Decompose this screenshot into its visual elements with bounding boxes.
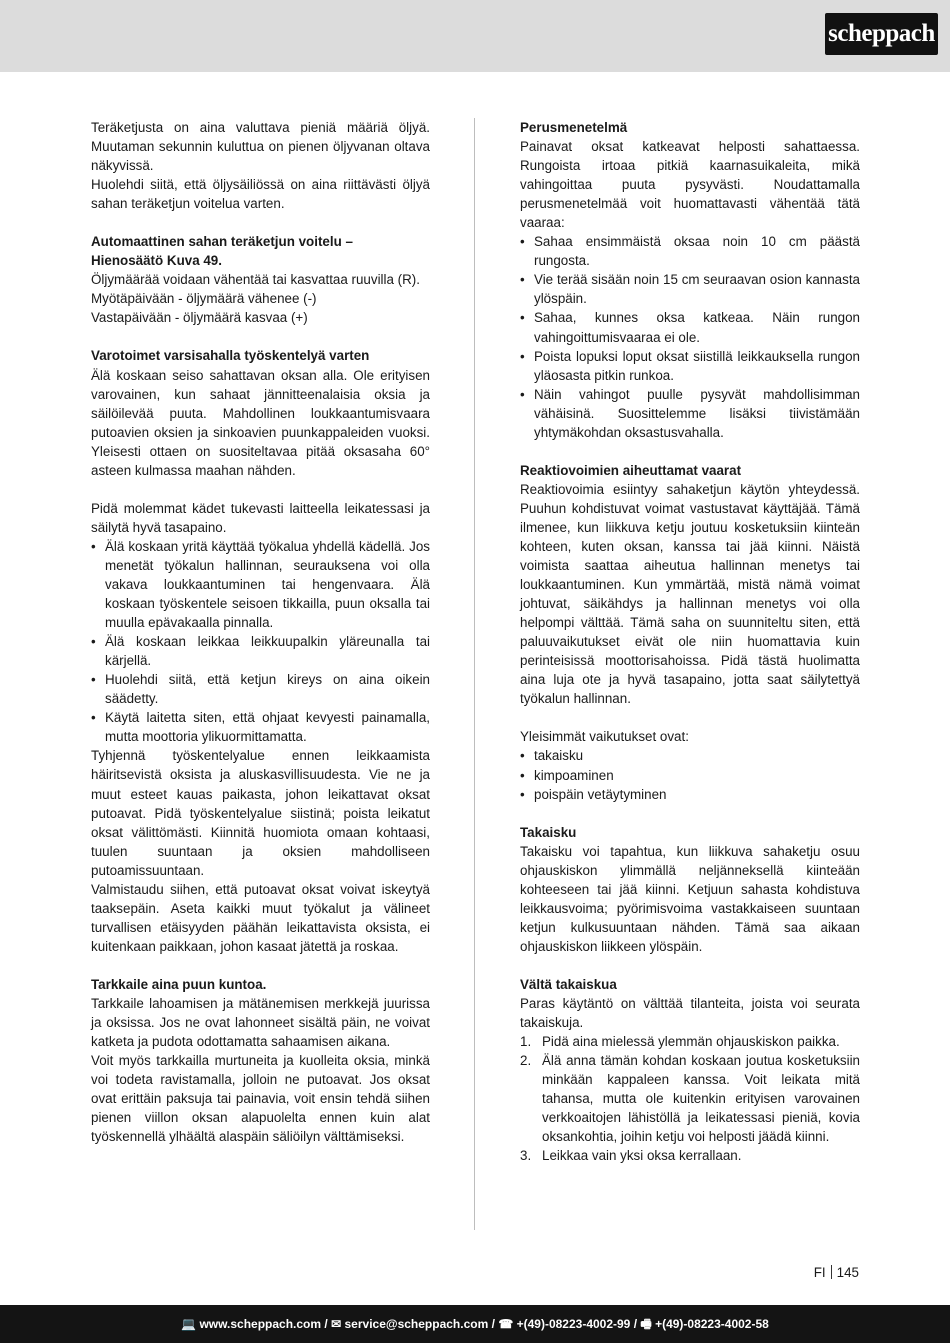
separator: /: [324, 1317, 328, 1331]
paragraph: Tarkkaile lahoamisen ja mätänemisen merkkejä juurissa ja oksissa. Jos ne ovat lahonneet sisältä päin, ne voivat katketa ja pudota odottamatta sahaamisen aikana.: [91, 995, 430, 1050]
paragraph: Myötäpäivään - öljymäärä vähenee (-): [91, 291, 317, 307]
section-heading: Reaktiovoimien aiheuttamat vaarat: [520, 462, 742, 478]
paragraph: Tyhjennä työskentelyalue ennen leikkaamista häiritsevistä oksista ja aluskasvillisuudesta. Vie ne ja muut esteet kauas paikasta, johon leikattavat oksat putoavat. Pidä työskentelyalue siistinä; poista leikatut oksat välittömästi. Kiinnitä huomiota omaan kohtaasi, tuulen suuntaan ja oksien mahdolliseen putoamissuuntaan.: [91, 748, 430, 878]
list-item: • Älä koskaan yritä käyttää työkalua yhdellä kädellä. Jos menetät työkalun hallinnan, seurauksena voi olla vakava loukkaantuminen tai hengenvaara. Älä koskaan työskentele seisoen tikkailla, puun oksalla tai muulla epävakaalla pinnalla.: [91, 538, 430, 631]
paragraph: Painavat oksat katkeavat helposti sahattaessa. Rungoista irtoaa pitkiä kaarnasuikaleita, mikä vahingoittaa puuta pysyvästi. Noudattamalla perusmenetelmää voit huomattavasti vähentää tätä vaaraa:: [520, 139, 860, 231]
separator: /: [633, 1317, 638, 1331]
list-item: • poispäin vetäytyminen: [520, 786, 667, 802]
bullet-list: [520, 232, 860, 442]
paragraph: Yleisimmät vaikutukset ovat:: [520, 729, 689, 745]
left-column: [91, 118, 430, 1146]
paragraph: Älä koskaan seiso sahattavan oksan alla. Ole erityisen varovainen, kun sahaat jännitteenalaisia oksia ja säilöilevää puuta. Mahdollinen loukkaantumisvaara putoavien oksien ja sinkoavien puunkappaleiden vuoksi. Yleisesti ottaen on suositeltavaa pitää oksasaha 60° asteen kulmassa maahan nähden.: [91, 367, 430, 478]
list-item: • Käytä laitetta siten, että ohjaat kevyesti painamalla, mutta moottoria ylikuormittamatta.: [91, 710, 430, 745]
section-heading: Tarkkaile aina puun kuntoa.: [91, 976, 267, 992]
section-heading: Hienosäätö Kuva 49.: [91, 253, 222, 269]
paragraph: Takaisku voi tapahtua, kun liikkuva sahaketju osuu ohjauskiskon ylimmällä neljänneksellä kiinteään kohteeseen tai jää kiinni. Ketjuun sahasta kohdistuva leikkausvoima; pyörimisvoima vastakkaiseen suuntaan ketjun kulkusuuntaan nähden. Tämä saa aikaan ohjauskiskon liikkeen ylöspäin.: [520, 843, 860, 954]
paragraph: Vastapäivään - öljymäärä kasvaa (+): [91, 310, 308, 326]
website-link[interactable]: www.scheppach.com: [199, 1317, 322, 1331]
list-item: • Poista lopuksi loput oksat siistillä leikkauksella rungon yläosasta pitkin runkoa.: [520, 348, 860, 383]
section-heading: Perusmenetelmä: [520, 120, 628, 135]
right-column: [520, 118, 860, 1165]
page-number: [814, 1265, 859, 1280]
list-item: 3. Leikkaa vain yksi oksa kerrallaan.: [520, 1148, 742, 1164]
phone-icon: ☎: [498, 1317, 514, 1331]
language-code: FI: [813, 1265, 826, 1280]
paragraph: Huolehdi siitä, että öljysäiliössä on aina riittävästi öljyä sahan teräketjun voitelua varten.: [91, 177, 430, 212]
list-item: • Vie terää sisään noin 15 cm seuraavan osion kannasta ylöspäin.: [520, 272, 860, 307]
section-heading: Automaattinen sahan teräketjun voitelu –: [91, 234, 353, 250]
page-number-value: 145: [836, 1265, 859, 1280]
numbered-list: [520, 1032, 860, 1165]
list-item: • Älä koskaan leikkaa leikkuupalkin yläreunalla tai kärjellä.: [91, 634, 430, 669]
page-header: [0, 0, 950, 72]
fax-number: +(49)-08223-4002-58: [655, 1317, 769, 1331]
paragraph: Öljymäärää voidaan vähentää tai kasvattaa ruuvilla (R).: [91, 272, 420, 288]
scheppach-logo: scheppach: [825, 13, 938, 55]
mail-icon: ✉: [331, 1317, 342, 1331]
bullet-list: [520, 746, 860, 803]
bullet-list: [91, 537, 430, 747]
phone-number: +(49)-08223-4002-99: [516, 1317, 631, 1331]
paragraph: Valmistaudu siihen, että putoavat oksat voivat iskeytyä taaksepäin. Aseta kaikki muut työkalut ja välineet turvallisen etäisyyden päähän leikattavista oksista, ei kuitenkaan paikkaan, johon kasaat jätettä ja roskaa.: [91, 881, 430, 954]
page-footer: [0, 1305, 950, 1343]
list-item: • kimpoaminen: [520, 767, 614, 783]
paragraph: Pidä molemmat kädet tukevasti laitteella leikatessasi ja säilytä hyvä tasapaino.: [91, 500, 430, 535]
section-heading: Vältä takaiskua: [520, 976, 617, 992]
email-link[interactable]: service@scheppach.com: [344, 1317, 489, 1331]
column-divider: [474, 118, 475, 1230]
paragraph: Teräketjusta on aina valuttava pieniä määriä öljyä. Muutaman sekunnin kuluttua on pienen öljyvanan oltava näkyvissä.: [91, 120, 430, 174]
list-item: • takaisku: [520, 748, 584, 764]
list-item: 1. Pidä aina mielessä ylemmän ohjauskiskon paikka.: [520, 1034, 840, 1050]
paragraph: Paras käytäntö on välttää tilanteita, joista voi seurata takaiskuja.: [520, 995, 860, 1031]
section-heading: Takaisku: [520, 824, 577, 840]
section-heading: Varotoimet varsisahalla työskentelyä varten: [91, 348, 370, 364]
list-item: • Sahaa, kunnes oksa katkeaa. Näin rungon vahingoittumisvaaraa ei ole.: [520, 310, 860, 345]
list-item: • Näin vahingot puulle pysyvät mahdollisimman vähäisinä. Suosittelemme lisäksi tiivistämään yhtymäkohdan oksastusvahalla.: [520, 386, 860, 440]
list-item: 2. Älä anna tämän kohdan koskaan joutua kosketuksiin minkään kappaleen kanssa. Voit leikata mitä tahansa, mutta ole kuitenkin erityisen varovainen verkkoaitojen lähistöllä ja leikatessasi pieniä, kovia oksankohtia, joihin ketju voi helposti jäädä kiinni.: [520, 1053, 860, 1145]
separator: /: [491, 1317, 495, 1331]
computer-icon: 💻: [181, 1317, 197, 1331]
paragraph: Reaktiovoimia esiintyy sahaketjun käytön yhteydessä. Puuhun kohdistuvat voimat vastustavat käyttäjää. Tämä ilmenee, kun liikkuva ketju joutuu kosketuksiin kiinteän kohteen, kuten oksan, kanssa tai jää kiinni. Näistä voimista saattaa aiheutua hallinnan menetys tai loukkaantuminen. Kun ymmärtää, mistä nämä voimat johtuvat, säikähdys ja hallinnan menetys voi olla helpompi välttää. Tämä saha on suunniteltu siten, että paluuvaikutukset eivät ole niin huomattavia kuin perinteisissä moottorisahoissa. Pidä tästä huolimatta aina luja ote ja hyvä tasapaino, jotta saat säilytettyä työkalun hallinnan.: [520, 481, 860, 707]
list-item: • Sahaa ensimmäistä oksaa noin 10 cm päästä rungosta.: [520, 234, 860, 269]
paragraph: Voit myös tarkkailla murtuneita ja kuolleita oksia, minkä voi todeta ravistamalla, jolloin ne putoavat. Jos oksat ovat erittäin paksuja tai painavia, voit ensin tehdä siihen pienen viillon oksan alapuolelta ennen kuin alat työskennellä ylhäältä alaspäin säliöilyn välttämiseksi.: [91, 1053, 430, 1145]
list-item: • Huolehdi siitä, että ketjun kireys on aina oikein säädetty.: [91, 672, 430, 707]
fax-icon: 🖷: [640, 1317, 652, 1331]
